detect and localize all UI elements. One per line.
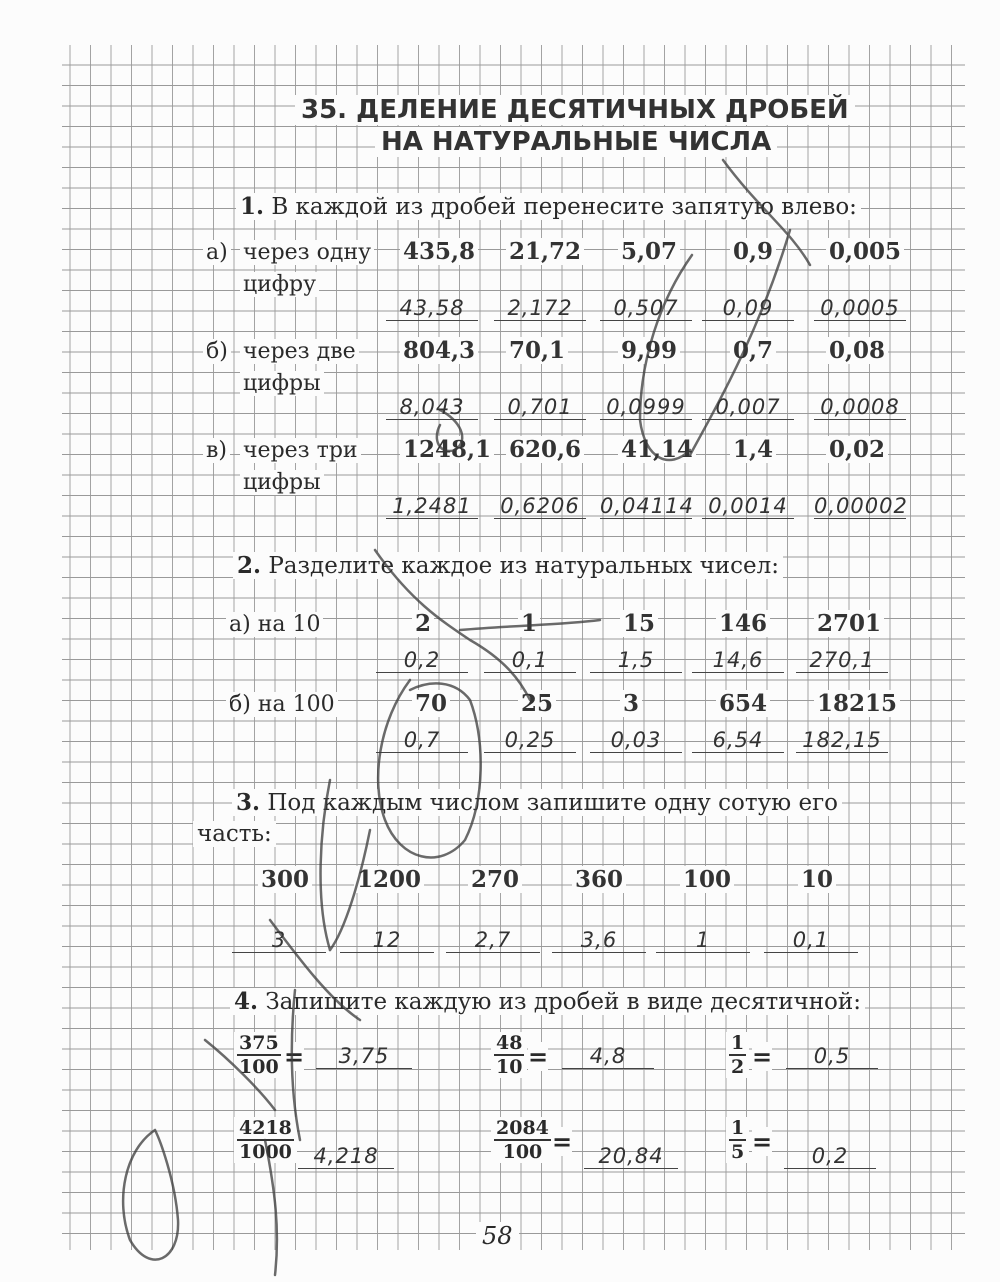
task1-answer: 0,09 <box>702 296 794 321</box>
task2-value: 25 <box>518 690 556 717</box>
task1-answer: 0,00002 <box>814 494 908 518</box>
task1-row-label-line1: через три <box>240 438 361 463</box>
fraction-denominator: 2 <box>731 1056 745 1078</box>
task1-answer: 0,6206 <box>494 494 586 519</box>
task1-number: 1. <box>240 193 265 220</box>
task3-answer: 0,1 <box>764 928 858 953</box>
task1-answer: 2,172 <box>494 296 586 321</box>
task1-value: 0,08 <box>826 337 888 364</box>
task3-value: 100 <box>680 866 734 893</box>
task3-value: 360 <box>572 866 626 893</box>
task1-value: 21,72 <box>506 238 584 265</box>
task1-answer: 8,043 <box>386 395 478 420</box>
task4-fraction <box>491 1117 554 1163</box>
task2-value: 15 <box>620 610 658 637</box>
task2-answer: 0,1 <box>484 648 576 673</box>
task3-text-cont: часть: <box>193 821 276 847</box>
task4-answer: 20,84 <box>584 1144 678 1169</box>
task2-value: 2701 <box>814 610 884 637</box>
task4-answer: 3,75 <box>316 1044 412 1069</box>
page-number: 58 <box>476 1222 519 1250</box>
task4-number: 4. <box>234 988 259 1015</box>
page-title-line2: НА НАТУРАЛЬНЫЕ ЧИСЛА <box>375 127 777 157</box>
task3-value: 1200 <box>354 866 424 893</box>
fraction-denominator: 5 <box>731 1141 745 1163</box>
task2-answer: 0,7 <box>376 728 468 753</box>
task2-answer: 182,15 <box>796 728 888 753</box>
equals-sign: = <box>284 1042 305 1071</box>
fraction-numerator: 1 <box>731 1117 745 1139</box>
task1-answer: 0,04114 <box>600 494 694 518</box>
task1-answer: 43,58 <box>386 296 478 321</box>
task3-heading <box>232 789 842 816</box>
task4-heading <box>230 988 865 1015</box>
task1-value: 620,6 <box>506 436 584 463</box>
task2-heading <box>233 552 783 579</box>
task1-answer: 0,0005 <box>814 296 906 321</box>
fraction-denominator: 100 <box>239 1056 279 1078</box>
task4-text: Запишите каждую из дробей в виде десятичной: <box>265 989 861 1015</box>
task2-text: Разделите каждое из натуральных чисел: <box>268 553 779 579</box>
task1-answer: 1,2481 <box>386 494 478 519</box>
equals-sign: = <box>752 1042 773 1071</box>
equals-sign: = <box>752 1127 773 1156</box>
task2-value: 1 <box>518 610 540 637</box>
task1-row-letter: в) <box>203 438 230 463</box>
task3-value: 270 <box>468 866 522 893</box>
fraction-denominator: 100 <box>502 1141 543 1163</box>
task1-answer: 0,507 <box>600 296 692 321</box>
task1-answer: 0,0999 <box>600 395 692 420</box>
task4-fraction <box>726 1032 749 1078</box>
task3-value: 10 <box>798 866 836 893</box>
task1-row-letter: а) <box>203 240 231 265</box>
task3-answer: 3,6 <box>552 928 646 953</box>
task1-answer: 0,007 <box>702 395 794 420</box>
task2-value: 70 <box>412 690 450 717</box>
task2-answer: 1,5 <box>590 648 682 673</box>
task1-answer: 0,0008 <box>814 395 906 420</box>
task3-answer: 12 <box>340 928 434 953</box>
task2-value: 2 <box>412 610 434 637</box>
task3-number: 3. <box>236 789 261 816</box>
task1-value: 70,1 <box>506 337 568 364</box>
task1-value: 804,3 <box>400 337 478 364</box>
task3-answer: 2,7 <box>446 928 540 953</box>
fraction-numerator: 2084 <box>496 1117 549 1139</box>
task4-fraction <box>234 1032 284 1078</box>
task1-row-label-line1: через одну <box>240 240 374 265</box>
task3-answer: 1 <box>656 928 750 953</box>
task1-value: 9,99 <box>618 337 680 364</box>
task2-answer: 14,6 <box>692 648 784 673</box>
task2-answer: 0,25 <box>484 728 576 753</box>
task4-answer: 0,2 <box>784 1144 876 1169</box>
task4-answer: 4,8 <box>562 1044 654 1069</box>
task1-value: 0,02 <box>826 436 888 463</box>
task4-fraction <box>491 1032 527 1078</box>
task2-value: 3 <box>620 690 642 717</box>
task1-value: 41,14 <box>618 436 696 463</box>
task1-value: 1,4 <box>730 436 776 463</box>
task2-row-label: а) на 10 <box>226 612 323 637</box>
task3-value: 300 <box>258 866 312 893</box>
page-title-line1: 35. ДЕЛЕНИЕ ДЕСЯТИЧНЫХ ДРОБЕЙ <box>295 95 855 125</box>
fraction-numerator: 4218 <box>239 1117 292 1139</box>
task1-value: 0,7 <box>730 337 776 364</box>
equals-sign: = <box>552 1127 573 1156</box>
task2-value: 146 <box>716 610 770 637</box>
task1-text: В каждой из дробей перенесите запятую влево: <box>271 194 857 220</box>
task2-value: 654 <box>716 690 770 717</box>
task3-text: Под каждым числом запишите одну сотую его <box>267 790 838 816</box>
task1-row-letter: б) <box>203 339 231 364</box>
equals-sign: = <box>528 1042 549 1071</box>
fraction-denominator: 1000 <box>239 1141 292 1163</box>
task2-row-label: б) на 100 <box>226 692 338 717</box>
task1-value: 5,07 <box>618 238 680 265</box>
task1-row-label-line1: через две <box>240 339 359 364</box>
task1-row-label-line2: цифры <box>240 470 324 495</box>
task1-value: 0,005 <box>826 238 904 265</box>
fraction-numerator: 48 <box>496 1032 523 1054</box>
task1-row-label-line2: цифру <box>240 272 319 297</box>
task1-answer: 0,0014 <box>702 494 794 519</box>
task1-value: 435,8 <box>400 238 478 265</box>
task2-value: 18215 <box>814 690 900 717</box>
fraction-numerator: 375 <box>239 1032 279 1054</box>
task1-value: 1248,1 <box>400 436 494 463</box>
task2-answer: 6,54 <box>692 728 784 753</box>
task3-answer: 3 <box>232 928 326 953</box>
task1-value: 0,9 <box>730 238 776 265</box>
fraction-numerator: 1 <box>731 1032 745 1054</box>
task4-fraction <box>726 1117 749 1163</box>
task2-answer: 0,2 <box>376 648 468 673</box>
task4-fraction <box>234 1117 297 1163</box>
task2-answer: 0,03 <box>590 728 682 753</box>
task1-heading <box>236 193 861 220</box>
task2-answer: 270,1 <box>796 648 888 673</box>
task4-answer: 4,218 <box>298 1144 394 1169</box>
task1-answer: 0,701 <box>494 395 586 420</box>
task4-answer: 0,5 <box>786 1044 878 1069</box>
task1-row-label-line2: цифры <box>240 371 324 396</box>
task2-number: 2. <box>237 552 262 579</box>
fraction-denominator: 10 <box>496 1056 523 1078</box>
